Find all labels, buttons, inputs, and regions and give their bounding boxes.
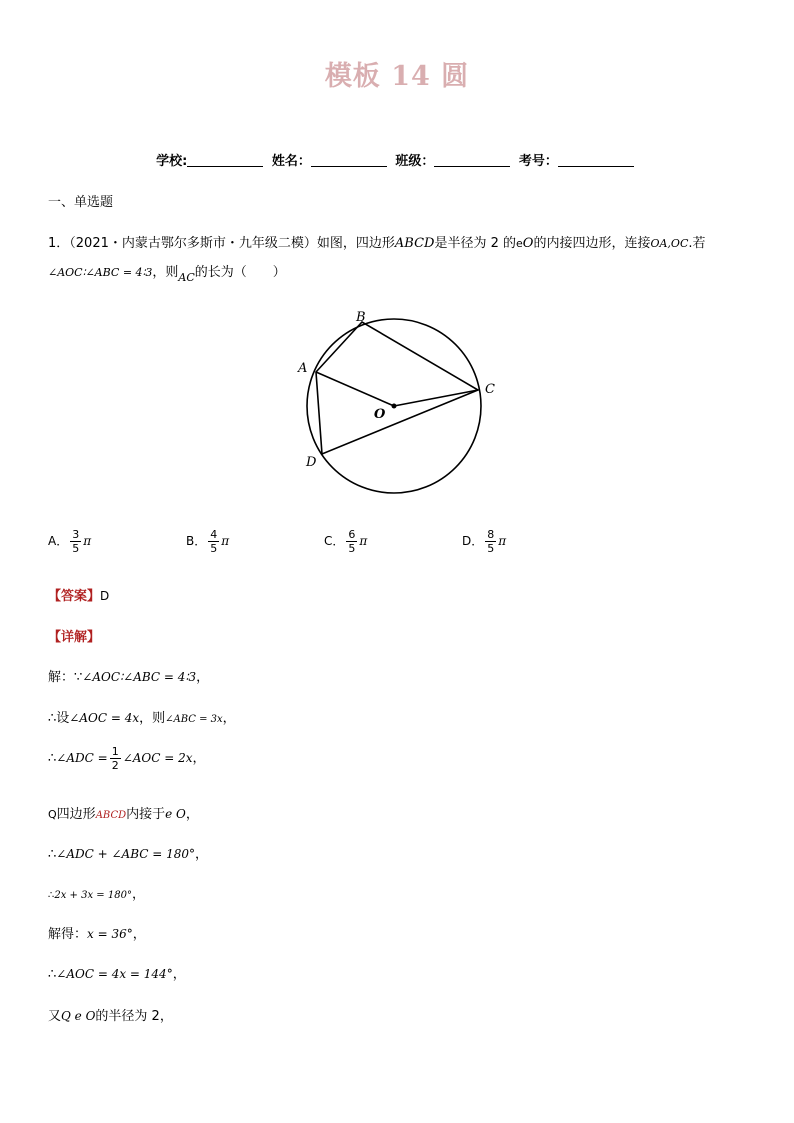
page-title: 模板 14 圆: [324, 61, 470, 92]
answer-line: [48, 585, 109, 604]
step-text: ，: [185, 807, 199, 822]
student-info-row: [0, 150, 794, 169]
question-line-1: [48, 232, 706, 251]
step-math: ∠ADC =: [56, 751, 108, 765]
answer-value: D: [100, 589, 110, 603]
option-d[interactable]: [462, 528, 506, 555]
option-a[interactable]: [48, 528, 91, 555]
question-source: （2021・内蒙古鄂尔多斯市・九年级二模）: [69, 236, 317, 251]
step-1: [48, 666, 209, 685]
class-blank[interactable]: [434, 152, 510, 167]
step-9: [48, 1005, 173, 1024]
step-text: ，: [222, 711, 236, 726]
step-6: [48, 883, 145, 902]
option-b[interactable]: [186, 528, 229, 555]
center-point: [392, 404, 397, 409]
step-2: [48, 707, 236, 726]
step-4: [48, 803, 199, 822]
option-fraction: [208, 528, 219, 555]
question-text: 的内接四边形，连接: [533, 236, 651, 251]
denominator: 5: [487, 542, 495, 555]
option-label: C．: [324, 534, 345, 548]
numerator: 8: [487, 528, 495, 541]
step-math: 2x + 3x = 180°: [54, 890, 132, 901]
step-text: ，则: [139, 711, 166, 726]
step-math: ∠AOC = 4x = 144°: [56, 967, 173, 981]
option-label: D．: [462, 534, 484, 548]
step-3: [48, 745, 206, 772]
segment-oa: [316, 372, 394, 406]
denominator: 5: [348, 542, 356, 555]
step-math: ∠AOC∶∠ABC = 4∶3: [82, 670, 197, 684]
quad-name: ABCD: [394, 236, 435, 251]
name-blank[interactable]: [311, 152, 387, 167]
numerator: 3: [72, 528, 80, 541]
pi-symbol: π: [498, 534, 507, 548]
school-blank[interactable]: [187, 152, 263, 167]
step-5: [48, 843, 208, 862]
point-o-label: O: [374, 407, 386, 422]
step-7: [48, 923, 146, 942]
point-d-label: D: [306, 455, 317, 470]
step-math: e O: [165, 807, 186, 821]
school-label: 学校:: [156, 154, 188, 169]
step-math: x = 36°: [87, 927, 133, 941]
answer-label: 【答案】: [48, 589, 101, 604]
numerator: 1: [111, 745, 119, 758]
question-text: 如图，四边形: [316, 236, 395, 251]
option-fraction: [485, 528, 496, 555]
step-text: ∴: [48, 847, 57, 862]
step-math: ∠ABC = 3x: [165, 714, 223, 725]
option-label: B．: [186, 534, 207, 548]
step-text: ∴设: [48, 711, 70, 726]
step-text: ∴: [48, 751, 57, 766]
arc-label: AC: [178, 271, 195, 284]
question-text: ，则: [152, 265, 179, 280]
geometry-figure: [290, 300, 520, 504]
step-text: ∴: [48, 967, 57, 982]
question-line-2: [48, 261, 286, 284]
segments: OA,OC: [650, 237, 689, 250]
pi-symbol: π: [83, 534, 92, 548]
denominator: 2: [111, 759, 119, 772]
step-text: ，: [192, 751, 206, 766]
step-math: ∠ADC + ∠ABC = 180°: [56, 847, 196, 861]
option-c[interactable]: [324, 528, 367, 555]
step-text: ∴: [48, 890, 55, 901]
number-blank[interactable]: [558, 152, 634, 167]
step-text: 内接于: [126, 807, 166, 822]
step-text: ，: [172, 967, 186, 982]
step-text: 解：∵: [48, 670, 83, 685]
half-fraction: [110, 745, 121, 772]
question-text: .若: [688, 236, 706, 251]
step-math: Q e O: [61, 1009, 96, 1023]
point-c-label: C: [485, 382, 495, 397]
detail-heading: [48, 626, 100, 645]
step-math: ∠AOC = 4x: [69, 711, 140, 725]
step-text: 的半径为 2，: [95, 1009, 173, 1024]
class-label: 班级：: [395, 154, 435, 169]
numerator: 4: [210, 528, 218, 541]
name-label: 姓名：: [271, 154, 311, 169]
segment-oc: [394, 390, 478, 406]
section-heading: 一、单选题: [48, 195, 114, 210]
number-label: 考号：: [518, 154, 558, 169]
option-label: A．: [48, 534, 69, 548]
step-text: ，: [196, 670, 210, 685]
step-text: ，: [195, 847, 209, 862]
step-math: ABCD: [95, 810, 127, 821]
pi-symbol: π: [359, 534, 368, 548]
step-text: 又: [48, 1009, 62, 1024]
point-a-label: A: [298, 361, 308, 376]
circle-center: O: [522, 236, 534, 251]
step-text: ，: [131, 887, 145, 902]
pi-symbol: π: [221, 534, 230, 548]
point-b-label: B: [356, 310, 366, 325]
circle-symbol: e: [516, 237, 523, 250]
numerator: 6: [348, 528, 356, 541]
denominator: 5: [72, 542, 80, 555]
step-text: 四边形: [56, 807, 96, 822]
step-math: ∠AOC = 2x: [122, 751, 193, 765]
denominator: 5: [210, 542, 218, 555]
step-text: 解得：: [48, 927, 88, 942]
question-number: 1．: [48, 236, 70, 251]
detail-label: 【详解】: [48, 630, 101, 645]
step-text: ，: [132, 927, 146, 942]
because-symbol: Q: [48, 808, 57, 821]
option-fraction: [346, 528, 357, 555]
option-fraction: [70, 528, 81, 555]
step-8: [48, 963, 186, 982]
angle-ratio: ∠AOC∶∠ABC = 4∶3: [48, 266, 153, 279]
question-text: 的长为（ ）: [194, 265, 286, 280]
question-text: 是半径为 2 的: [434, 236, 516, 251]
